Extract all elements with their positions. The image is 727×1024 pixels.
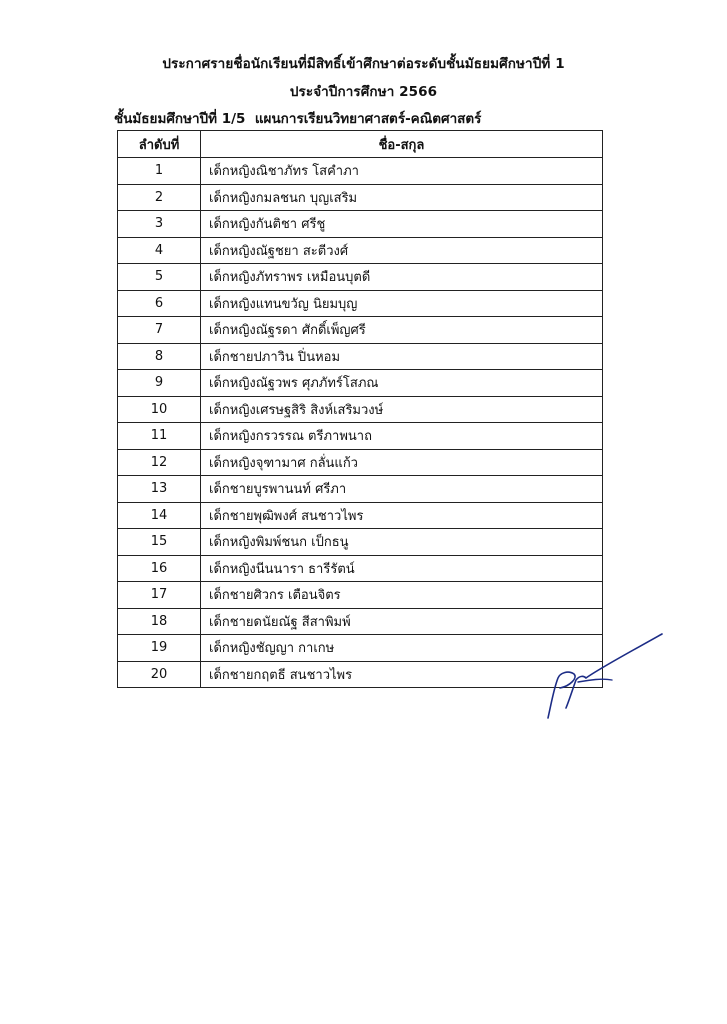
row-number: 16 — [118, 555, 201, 582]
row-number: 12 — [118, 449, 201, 476]
student-name: เด็กหญิงณัฐรดา ศักดิ์เพ็ญศรี — [201, 317, 603, 344]
row-number: 13 — [118, 476, 201, 503]
class-heading: ชั้นมัธยมศึกษาปีที่ 1/5 แผนการเรียนวิทยาศาสตร์-คณิตศาสตร์ — [114, 111, 482, 127]
student-name: เด็กหญิงภัทราพร เหมือนบุตดี — [201, 264, 603, 291]
student-name: เด็กหญิงณัฐวพร ศุภภัทร์โสภณ — [201, 370, 603, 397]
row-number: 3 — [118, 211, 201, 238]
row-number: 2 — [118, 184, 201, 211]
row-number: 8 — [118, 343, 201, 370]
signature-stroke — [578, 679, 612, 682]
row-number: 11 — [118, 423, 201, 450]
row-number: 7 — [118, 317, 201, 344]
table-row — [118, 264, 603, 291]
table-row — [118, 608, 603, 635]
table-row — [118, 184, 603, 211]
student-name: เด็กชายบูรพานนท์ ศรีภา — [201, 476, 603, 503]
student-name: เด็กชายพุฒิพงศ์ สนชาวไพร — [201, 502, 603, 529]
signature-image — [540, 626, 670, 726]
row-number: 19 — [118, 635, 201, 662]
row-number: 17 — [118, 582, 201, 609]
table-header-row — [118, 131, 603, 158]
student-name: เด็กหญิงณิชาภัทร โสคำภา — [201, 158, 603, 185]
student-name: เด็กหญิงณัฐชยา สะตีวงศ์ — [201, 237, 603, 264]
table-row — [118, 476, 603, 503]
student-name: เด็กหญิงชัญญา กาเกษ — [201, 635, 603, 662]
row-number: 5 — [118, 264, 201, 291]
table-row — [118, 158, 603, 185]
roster-body — [118, 158, 603, 688]
table-row — [118, 290, 603, 317]
student-name: เด็กชายปภาวิน ปิ่นหอม — [201, 343, 603, 370]
row-number: 15 — [118, 529, 201, 556]
student-roster-table — [117, 130, 603, 688]
student-name: เด็กหญิงกมลชนก บุญเสริม — [201, 184, 603, 211]
table-row — [118, 370, 603, 397]
academic-year-title: ประจำปีการศึกษา 2566 — [289, 84, 438, 100]
table-row — [118, 661, 603, 688]
student-name: เด็กหญิงจุฑามาศ กลั่นแก้ว — [201, 449, 603, 476]
student-name: เด็กชายดนัยณัฐ สีสาพิมพ์ — [201, 608, 603, 635]
table-row — [118, 502, 603, 529]
table-row — [118, 555, 603, 582]
student-name: เด็กหญิงกันติชา ศรีชู — [201, 211, 603, 238]
student-name: เด็กหญิงแทนขวัญ นิยมบุญ — [201, 290, 603, 317]
table-row — [118, 423, 603, 450]
student-name: เด็กหญิงพิมพ์ชนก เป็กธนู — [201, 529, 603, 556]
column-header-name: ชื่อ-สกุล — [201, 131, 603, 158]
table-row — [118, 449, 603, 476]
table-row — [118, 529, 603, 556]
table-row — [118, 211, 603, 238]
row-number: 14 — [118, 502, 201, 529]
table-row — [118, 635, 603, 662]
row-number: 20 — [118, 661, 201, 688]
row-number: 9 — [118, 370, 201, 397]
table-row — [118, 582, 603, 609]
row-number: 10 — [118, 396, 201, 423]
student-name: เด็กหญิงกรวรรณ ตรีภาพนาถ — [201, 423, 603, 450]
column-header-number: ลำดับที่ — [118, 131, 201, 158]
student-name: เด็กชายศิวกร เตือนจิตร — [201, 582, 603, 609]
row-number: 1 — [118, 158, 201, 185]
signature-stroke — [566, 634, 662, 708]
row-number: 18 — [118, 608, 201, 635]
row-number: 4 — [118, 237, 201, 264]
announcement-title: ประกาศรายชื่อนักเรียนที่มีสิทธิ์เข้าศึกษาต่อระดับชั้นมัธยมศึกษาปีที่ 1 — [162, 56, 565, 72]
table-row — [118, 237, 603, 264]
student-name: เด็กหญิงเศรษฐสิริ สิงห์เสริมวงษ์ — [201, 396, 603, 423]
row-number: 6 — [118, 290, 201, 317]
table-row — [118, 343, 603, 370]
student-name: เด็กชายกฤตธี สนชาวไพร — [201, 661, 603, 688]
table-row — [118, 317, 603, 344]
table-row — [118, 396, 603, 423]
student-name: เด็กหญิงนีนนารา ธารีรัตน์ — [201, 555, 603, 582]
